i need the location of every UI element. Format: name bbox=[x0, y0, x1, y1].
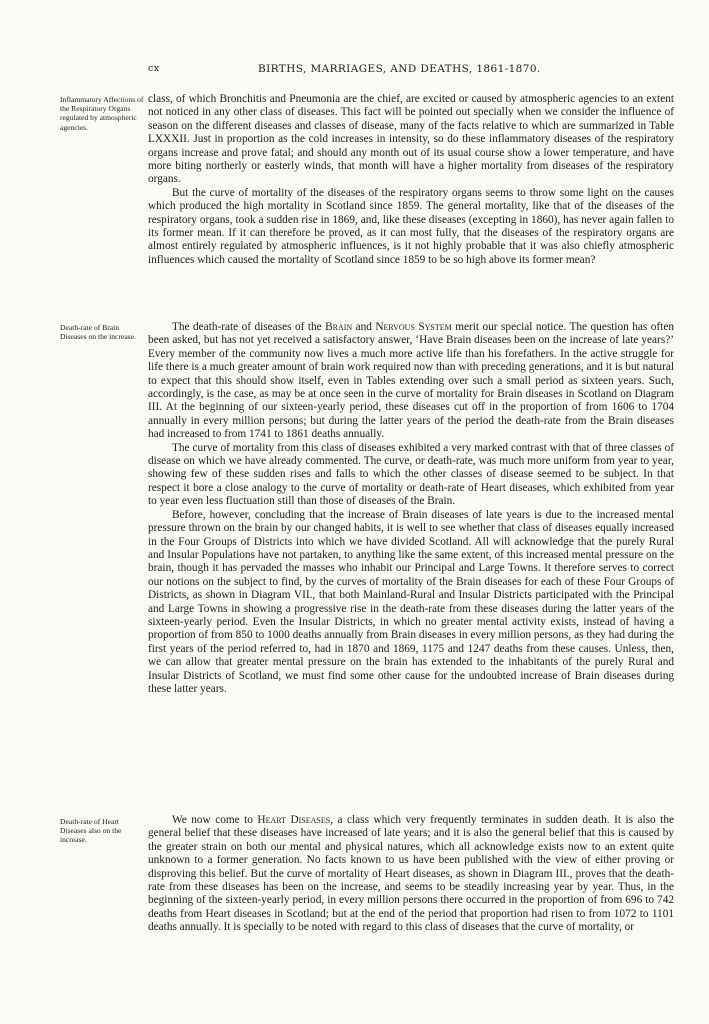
brain-text-a: The death-rate of diseases of the bbox=[172, 321, 326, 333]
paragraph-brain-2: The curve of mortality from this class of diseases exhibited a very marked contrast with that of three classes of disease on which we have already commented. The curve, or death-rate, was much more uniform from year to year, showing few of these sudden rises and falls to which the other classes of disease seemed to be subject. In that respect it bore a close analogy to the curve of mortality or death-rate of Heart diseases, which exhibited from year to year even less fluctuation still than those of diseases of the Brain. bbox=[148, 441, 674, 508]
heart-text-a: We now come to bbox=[172, 814, 258, 826]
paragraph-brain-3: Before, however, concluding that the increase of Brain diseases of late years is due to the increased mental pressure thrown on the brain by our changed habits, it is well to see whether that class of diseases equally increased in the Four Groups of Districts into which we have divided Scotland. All will acknowledge that the purely Rural and Insular Populations have not partaken, to anything like the same extent, of this increased mental pressure on the brain, though it has pervaded the masses who inhabit our Principal and Large Towns. It therefore serves to correct our notions on the subject to find, by the curves of mortality of the Brain diseases for each of these Four Groups of Districts, as shown in Diagram VII., that both Mainland-Rural and Insular Districts participated with the Principal and Large Towns in showing a progressive rise in the death-rate from these diseases during the latter years of the sixteen-yearly period. Even the Insular Districts, in which no greater mental activity exists, instead of having a proportion of from 850 to 1000 deaths annually from Brain diseases in every million persons, as they had during the first years of the period referred to, had in 1870 and 1869, 1175 and 1247 deaths from these causes. Unless, then, we can allow that greater mental pressure on the brain has extended to the inhabitants of the purely Rural and Insular Districts of Scotland, we must find some other cause for the undoubted increase of Brain diseases during these latter years. bbox=[148, 508, 674, 695]
section-brain bbox=[148, 321, 674, 696]
heart-diseases-term: Heart Diseases bbox=[257, 814, 331, 826]
running-title: BIRTHS, MARRIAGES, AND DEATHS, 1861-1870. bbox=[258, 63, 541, 75]
paragraph-heart-1 bbox=[148, 814, 674, 935]
brain-term: Brain bbox=[325, 321, 353, 333]
section-respiratory bbox=[148, 93, 674, 267]
paragraph-respiratory-2: But the curve of mortality of the diseases of the respiratory organs seems to throw some light on the causes which produced the high mortality in Scotland since 1859. The general mortality, like that of the diseases of the respiratory organs, took a sudden rise in 1869, and, like these diseases (excepting in 1860), has never again fallen to its former mean. If it can therefore be proved, as it can most fully, that the diseases of the respiratory organs are almost entirely regulated by atmospheric influences, is it not highly probable that it was also chiefly atmospheric influences which caused the mortality of Scotland since 1859 to be so high above its former mean? bbox=[148, 186, 674, 266]
page-number: cx bbox=[148, 63, 160, 74]
paragraph-respiratory-1: class, of which Bronchitis and Pneumonia are the chief, are excited or caused by atmospheric agencies to an extent not noticed in any other class of diseases. This fact will be pointed out specially when we consider the influence of season on the different diseases and classes of disease, many of the facts relative to which are summarized in Table LXXXII. Just in proportion as the cold increases in intensity, so do these inflammatory diseases of the respiratory organs increase and prove fatal; and should any month out of its usual course show a lower temperature, and have more biting northerly or easterly winds, that month will have a higher mortality from diseases of the respiratory organs. bbox=[148, 93, 674, 186]
brain-text-c: merit our special notice. The question has often been asked, but has not yet received a satisfactory answer, ‘Have Brain diseases been on the increase of late years?’ Every member of the community now lives a much more active life than his forefathers. In the active struggle for life there is a much greater amount of brain work required now than with preceding generations, and it is but natural to expect that this should show itself, even in Tables extending over such a small period as sixteen years. Such, accordingly, is the case, as may be at once seen in the curve of mortality for Brain diseases in Scotland on Diagram III. At the beginning of our sixteen-yearly period, these diseases cut off in the proportion of from 1606 to 1704 annually in every million persons; but during the latter years of the period the death-rate from the Brain diseases had increased to from 1741 to 1861 deaths annually. bbox=[148, 321, 674, 441]
running-header bbox=[0, 63, 709, 79]
paragraph-brain-1 bbox=[148, 321, 674, 442]
nervous-system-term: Nervous System bbox=[375, 321, 452, 333]
margin-note-heart: Death-rate of Heart Diseases also on the increase. bbox=[60, 817, 122, 845]
brain-text-b: and bbox=[352, 321, 376, 333]
section-heart bbox=[148, 814, 674, 935]
margin-note-brain: Death-rate of Brain Diseases on the increase. bbox=[60, 323, 136, 342]
margin-note-respiratory: Inflammatory Affections of the Respiratory Organs regulated by atmospheric agencies. bbox=[60, 95, 144, 132]
heart-text-b: , a class which very frequently terminates in sudden death. It is also the general belief that these diseases have increased of late years; and it is also the general belief that this is caused by the greater strain on both our mental and physical natures, which all acknowledge exists now to an extent quite unknown to a former generation. No facts known to us have been published with the view of either proving or disproving this belief. But the curve of mortality of Heart diseases, as shown in Diagram III., proves that the death-rate from these diseases has been on the increase, and seems to be steadily increasing year by year. Thus, in the beginning of the sixteen-yearly period, in every million persons there occurred in the proportion of from 696 to 742 deaths from Heart diseases in Scotland; but at the end of the period that proportion had risen to from 1072 to 1101 deaths annually. It is specially to be noted with regard to this class of diseases that the curve of mortality, or bbox=[148, 814, 674, 934]
